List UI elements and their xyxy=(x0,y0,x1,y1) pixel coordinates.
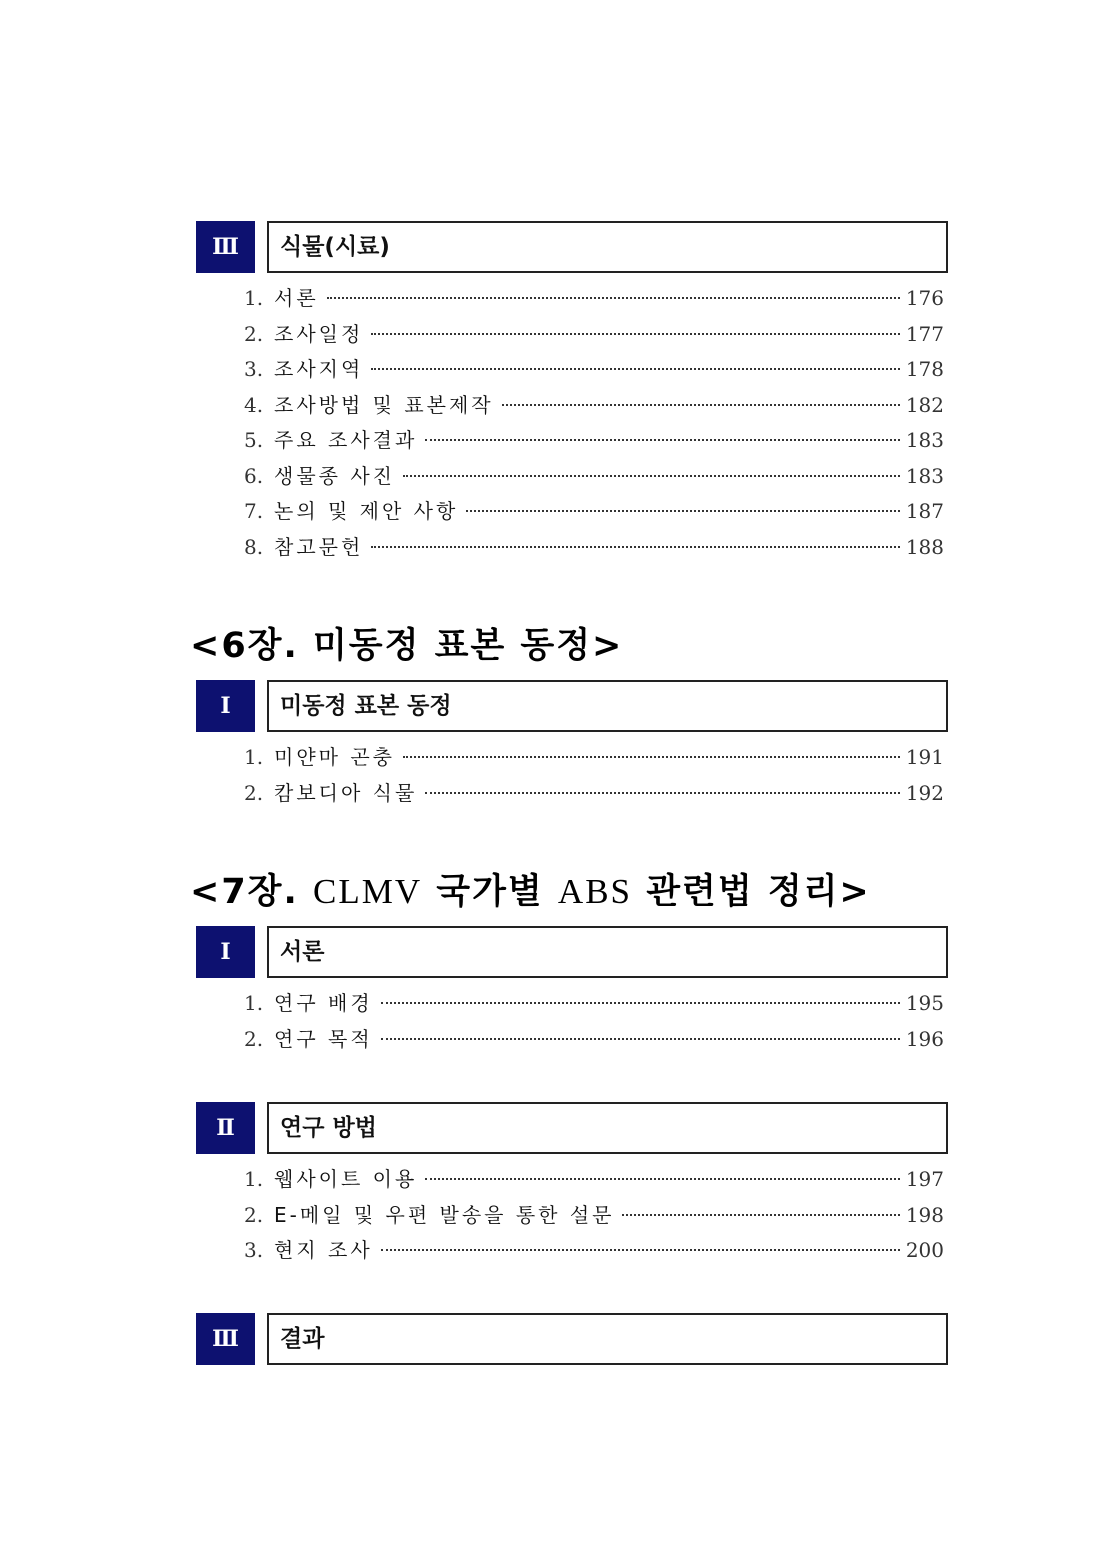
entry-page: 195 xyxy=(905,991,944,1015)
section-numeral: Ⅰ xyxy=(196,680,255,732)
entry-number: 2. xyxy=(244,780,264,805)
chapter-7-suffix: 관련법 정리> xyxy=(632,872,871,912)
chapter-6-heading: <6장. 미동정 표본 동정> xyxy=(190,626,624,666)
dot-leader xyxy=(371,333,900,335)
toc-entry[interactable] xyxy=(196,986,944,1022)
toc-entry[interactable] xyxy=(196,740,944,776)
toc-entry[interactable] xyxy=(196,494,944,530)
toc-entry[interactable] xyxy=(196,352,944,388)
toc-entry[interactable] xyxy=(196,388,944,424)
entry-page: 188 xyxy=(905,534,944,559)
entry-label: 현지 조사 xyxy=(274,1238,373,1262)
entry-number: 3. xyxy=(244,357,264,381)
entry-page: 198 xyxy=(905,1202,944,1227)
entry-page: 187 xyxy=(905,499,944,523)
section-header xyxy=(196,221,944,273)
entry-number: 3. xyxy=(244,1238,264,1262)
entry-number: 2. xyxy=(244,321,264,346)
entry-number: 1. xyxy=(244,286,264,310)
dot-leader xyxy=(502,404,900,406)
entry-number: 1. xyxy=(244,991,264,1015)
entry-page: 192 xyxy=(905,780,944,805)
toc-section-results xyxy=(196,1313,944,1365)
dot-leader xyxy=(371,546,900,548)
dot-leader xyxy=(327,297,900,299)
entry-page: 197 xyxy=(905,1167,944,1191)
entry-label: 서론 xyxy=(274,286,319,310)
entry-label: 조사일정 xyxy=(274,321,364,346)
entry-label: 미얀마 곤충 xyxy=(274,745,395,769)
entry-label: 주요 조사결과 xyxy=(274,428,418,452)
toc-section-introduction xyxy=(196,926,944,1057)
toc-section-methods xyxy=(196,1102,944,1269)
toc-entry-list xyxy=(196,986,944,1057)
entry-label: 연구 배경 xyxy=(274,991,373,1015)
entry-number: 1. xyxy=(244,1167,264,1191)
toc-entry[interactable] xyxy=(196,459,944,495)
entry-number: 6. xyxy=(244,463,264,488)
toc-entry[interactable] xyxy=(196,1162,944,1198)
chapter-7-mid: 국가별 xyxy=(422,872,558,912)
toc-entry[interactable] xyxy=(196,1233,944,1269)
entry-label: 조사방법 및 표본제작 xyxy=(274,392,494,417)
entry-number: 2. xyxy=(244,1026,264,1051)
dot-leader xyxy=(403,475,900,477)
entry-number: 4. xyxy=(244,392,264,417)
toc-entry[interactable] xyxy=(196,776,944,812)
dot-leader xyxy=(425,792,900,794)
section-numeral: Ⅲ xyxy=(196,221,255,273)
entry-page: 200 xyxy=(905,1238,944,1262)
dot-leader xyxy=(381,1038,900,1040)
section-header xyxy=(196,680,944,732)
entry-label: E-메일 및 우편 발송을 통한 설문 xyxy=(274,1202,615,1227)
section-numeral: Ⅲ xyxy=(196,1313,255,1365)
entry-label: 조사지역 xyxy=(274,357,364,381)
entry-label: 참고문헌 xyxy=(274,534,364,559)
chapter-7-clmv: CLMV xyxy=(312,872,423,911)
entry-label: 연구 목적 xyxy=(274,1026,373,1051)
entry-page: 176 xyxy=(905,286,944,310)
toc-entry[interactable] xyxy=(196,423,944,459)
dot-leader xyxy=(371,368,900,370)
section-title: 식물(시료) xyxy=(267,221,948,273)
toc-entry[interactable] xyxy=(196,530,944,566)
entry-page: 183 xyxy=(905,463,944,488)
entry-page: 178 xyxy=(905,357,944,381)
entry-number: 7. xyxy=(244,499,264,523)
toc-entry[interactable] xyxy=(196,1022,944,1058)
section-title: 미동정 표본 동정 xyxy=(267,680,948,732)
chapter-7-prefix: <7장. xyxy=(190,872,313,912)
entry-label: 캄보디아 식물 xyxy=(274,780,418,805)
entry-label: 논의 및 제안 사항 xyxy=(274,499,459,523)
section-numeral: Ⅱ xyxy=(196,1102,255,1154)
section-numeral: Ⅰ xyxy=(196,926,255,978)
section-title: 연구 방법 xyxy=(267,1102,948,1154)
toc-entry[interactable] xyxy=(196,317,944,353)
chapter-7-heading xyxy=(190,864,871,914)
toc-entry-list xyxy=(196,740,944,811)
section-header xyxy=(196,926,944,978)
chapter-7-abs: ABS xyxy=(557,872,633,911)
dot-leader xyxy=(381,1249,900,1251)
toc-entry-list xyxy=(196,1162,944,1269)
section-title: 서론 xyxy=(267,926,948,978)
toc-entry-list xyxy=(196,281,944,565)
toc-entry[interactable] xyxy=(196,1198,944,1234)
entry-number: 2. xyxy=(244,1202,264,1227)
entry-page: 182 xyxy=(905,392,944,417)
section-title: 결과 xyxy=(267,1313,948,1365)
entry-number: 1. xyxy=(244,745,264,769)
toc-section-unidentified xyxy=(196,680,944,811)
toc-section-plants xyxy=(196,221,944,565)
dot-leader xyxy=(466,510,900,512)
entry-page: 183 xyxy=(905,428,944,452)
entry-page: 191 xyxy=(905,745,944,769)
section-header xyxy=(196,1102,944,1154)
entry-page: 177 xyxy=(905,321,944,346)
entry-number: 5. xyxy=(244,428,264,452)
entry-number: 8. xyxy=(244,534,264,559)
dot-leader xyxy=(381,1002,900,1004)
entry-label: 생물종 사진 xyxy=(274,463,395,488)
dot-leader xyxy=(425,1178,900,1180)
dot-leader xyxy=(622,1214,899,1216)
dot-leader xyxy=(403,756,900,758)
entry-label: 웹사이트 이용 xyxy=(274,1167,418,1191)
entry-page: 196 xyxy=(905,1026,944,1051)
section-header xyxy=(196,1313,944,1365)
dot-leader xyxy=(425,439,900,441)
toc-entry[interactable] xyxy=(196,281,944,317)
